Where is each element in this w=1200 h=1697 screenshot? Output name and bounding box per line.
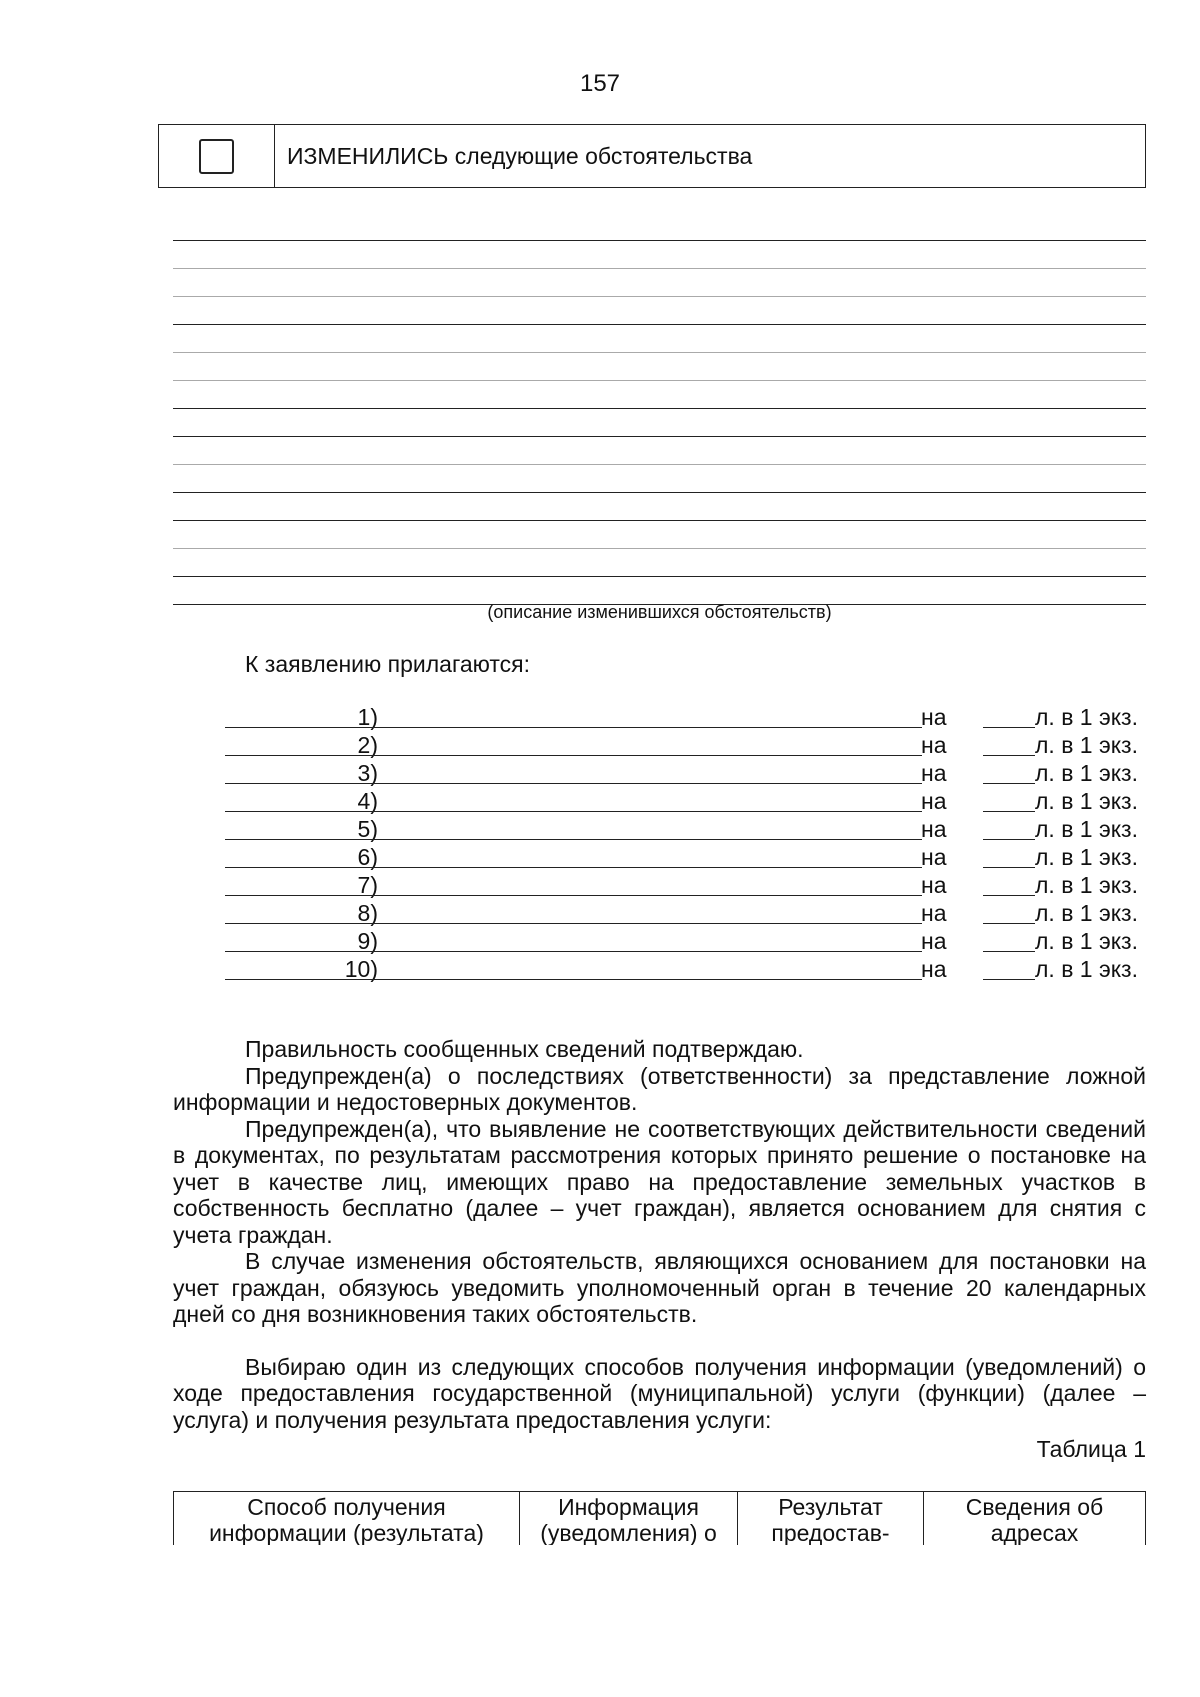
- description-line[interactable]: [173, 576, 1146, 577]
- attachment-pages-blank[interactable]: [983, 727, 1035, 728]
- table-caption: Таблица 1: [1036, 1436, 1146, 1462]
- attachment-number: 6): [357, 844, 378, 870]
- table-header-result: [738, 1492, 924, 1545]
- attachment-name-blank[interactable]: [225, 867, 922, 868]
- attachment-number: 5): [357, 816, 378, 842]
- description-line[interactable]: [173, 548, 1146, 549]
- page-number: 157: [579, 70, 621, 97]
- attachment-name-blank[interactable]: [225, 727, 922, 728]
- description-line[interactable]: [173, 324, 1146, 325]
- attachment-on-label: на: [921, 872, 947, 898]
- attachment-number: 8): [357, 900, 378, 926]
- attachment-number: 9): [357, 928, 378, 954]
- attachment-item: [173, 788, 1163, 816]
- notify-obligation: В случае изменения обстоятельств, являющихся основанием для постановки на учет граждан, обязуюсь уведомить уполномоченный орган в течение 20 календарных дней со дня возникновения таких обстоятельств.: [173, 1248, 1146, 1327]
- attachment-name-blank[interactable]: [225, 895, 922, 896]
- attachment-name-blank[interactable]: [225, 811, 922, 812]
- changed-circumstances-row: [158, 124, 1146, 188]
- attachment-name-blank[interactable]: [225, 979, 922, 980]
- attachment-name-blank[interactable]: [225, 839, 922, 840]
- attachments-heading: К заявлению прилагаются:: [245, 651, 531, 677]
- attachment-pages-label: л. в 1 экз.: [1035, 760, 1138, 786]
- changed-checkbox[interactable]: [199, 139, 234, 174]
- attachment-name-blank[interactable]: [225, 755, 922, 756]
- header-line: (уведомления) о: [540, 1520, 717, 1545]
- description-line[interactable]: [173, 436, 1146, 437]
- description-line[interactable]: [173, 408, 1146, 409]
- attachment-pages-label: л. в 1 экз.: [1035, 704, 1138, 730]
- attachment-item: [173, 816, 1163, 844]
- description-line[interactable]: [173, 520, 1146, 521]
- checkbox-cell: [159, 125, 275, 187]
- attachment-on-label: на: [921, 928, 947, 954]
- attachment-pages-blank[interactable]: [983, 923, 1035, 924]
- header-line: информации (результата): [209, 1520, 484, 1545]
- header-line: Результат: [778, 1494, 883, 1520]
- attachment-pages-blank[interactable]: [983, 811, 1035, 812]
- attachment-pages-blank[interactable]: [983, 839, 1035, 840]
- header-line: предостав-: [771, 1520, 890, 1545]
- attachment-on-label: на: [921, 760, 947, 786]
- attachment-on-label: на: [921, 816, 947, 842]
- attachment-item: [173, 928, 1163, 956]
- attachment-name-blank[interactable]: [225, 783, 922, 784]
- header-line: Способ получения: [247, 1494, 446, 1520]
- attachment-item: [173, 872, 1163, 900]
- description-line[interactable]: [173, 268, 1146, 269]
- attachment-item: [173, 844, 1163, 872]
- attachment-pages-blank[interactable]: [983, 867, 1035, 868]
- attachment-pages-label: л. в 1 экз.: [1035, 844, 1138, 870]
- attachment-name-blank[interactable]: [225, 951, 922, 952]
- attachment-pages-label: л. в 1 экз.: [1035, 732, 1138, 758]
- table-header-method: [174, 1492, 520, 1545]
- attachment-pages-label: л. в 1 экз.: [1035, 928, 1138, 954]
- header-line: адресах: [990, 1520, 1079, 1545]
- table-header-addresses: [924, 1492, 1145, 1545]
- changed-label: ИЗМЕНИЛИСЬ следующие обстоятельства: [287, 142, 753, 169]
- warning-false-info: Предупрежден(а) о последствиях (ответственности) за представление ложной информации и недостоверных документов.: [173, 1062, 1146, 1115]
- description-caption: (описание изменившихся обстоятельств): [487, 602, 832, 622]
- attachment-item: [173, 704, 1163, 732]
- methods-table: [173, 1491, 1146, 1545]
- attachment-number: 2): [357, 732, 378, 758]
- attachment-pages-label: л. в 1 экз.: [1035, 872, 1138, 898]
- attachment-number: 10): [344, 956, 378, 982]
- attachment-item: [173, 900, 1163, 928]
- attachment-on-label: на: [921, 732, 947, 758]
- description-line[interactable]: [173, 240, 1146, 241]
- header-line: Информация: [558, 1494, 699, 1520]
- description-line[interactable]: [173, 296, 1146, 297]
- attachment-item: [173, 760, 1163, 788]
- description-line[interactable]: [173, 464, 1146, 465]
- attachment-pages-label: л. в 1 экз.: [1035, 788, 1138, 814]
- attachment-pages-blank[interactable]: [983, 951, 1035, 952]
- statements-text: [173, 1036, 1146, 1433]
- attachment-on-label: на: [921, 900, 947, 926]
- choose-method-statement: Выбираю один из следующих способов получения информации (уведомлений) о ходе предоставления государственной (муниципальной) услуги (функции) (далее – услуга) и получения результата предоставления услуги:: [173, 1353, 1146, 1433]
- attachment-item: [173, 732, 1163, 760]
- attachment-on-label: на: [921, 788, 947, 814]
- attachment-pages-label: л. в 1 экз.: [1035, 816, 1138, 842]
- attachment-pages-label: л. в 1 экз.: [1035, 956, 1138, 982]
- attachment-item: [173, 956, 1163, 984]
- description-line[interactable]: [173, 352, 1146, 353]
- table-header-information: [520, 1492, 738, 1545]
- attachment-number: 4): [357, 788, 378, 814]
- attachment-pages-blank[interactable]: [983, 979, 1035, 980]
- confirm-statement: Правильность сообщенных сведений подтверждаю.: [245, 1036, 804, 1062]
- description-line[interactable]: [173, 380, 1146, 381]
- attachment-on-label: на: [921, 844, 947, 870]
- warning-removal: Предупрежден(а), что выявление не соответствующих действительности сведений в документах, по результатам рассмотрения которых принято решение о постановке на учет в качестве лиц, имеющих право на предоставление земельных участков в собственность бесплатно (далее – учет граждан), является основанием для снятия с учета граждан.: [173, 1115, 1146, 1248]
- attachment-number: 1): [357, 704, 378, 730]
- attachment-number: 7): [357, 872, 378, 898]
- attachment-on-label: на: [921, 956, 947, 982]
- attachment-on-label: на: [921, 704, 947, 730]
- attachment-pages-blank[interactable]: [983, 783, 1035, 784]
- attachment-name-blank[interactable]: [225, 923, 922, 924]
- header-line: Сведения об: [965, 1494, 1104, 1520]
- attachment-pages-blank[interactable]: [983, 895, 1035, 896]
- attachment-number: 3): [357, 760, 378, 786]
- description-line[interactable]: [173, 492, 1146, 493]
- attachment-pages-label: л. в 1 экз.: [1035, 900, 1138, 926]
- attachment-pages-blank[interactable]: [983, 755, 1035, 756]
